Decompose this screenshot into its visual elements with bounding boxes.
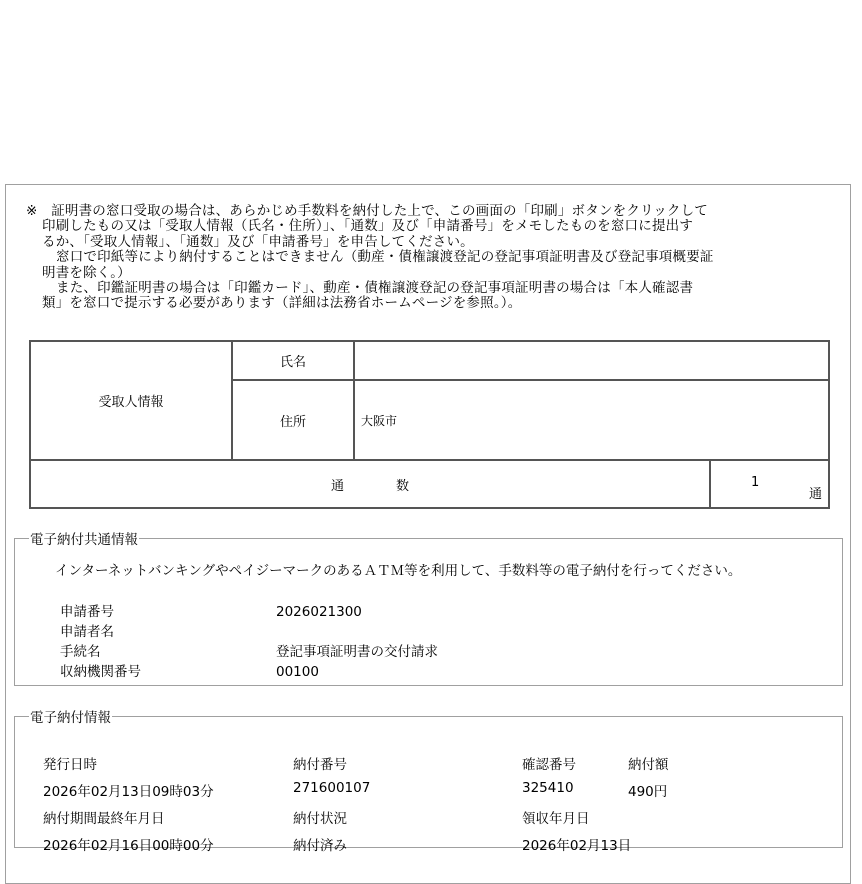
notice-line: また、印鑑証明書の場合は「印鑑カード」、動産・債権譲渡登記の登記事項証明書の場合は「本人確認書 xyxy=(56,280,694,297)
count-label xyxy=(31,461,710,507)
collection-agency-number-value: 00100 xyxy=(276,664,319,680)
issue-datetime-value: 2026年02月13日09時03分 xyxy=(43,784,214,800)
recipient-table xyxy=(29,340,830,509)
payment-info-legend: 電子納付情報 xyxy=(30,710,111,726)
confirmation-number-label: 確認番号 xyxy=(522,757,576,773)
name-value xyxy=(354,341,829,380)
application-number-value: 2026021300 xyxy=(276,604,362,620)
status-value: 納付済み xyxy=(293,838,347,854)
count-label-2: 数 xyxy=(396,478,410,494)
notice-line: 窓口で印紙等により納付することはできません（動産・債権譲渡登記の登記事項証明書及び登記事項概要証 xyxy=(56,249,714,266)
payment-number-label: 納付番号 xyxy=(293,757,347,773)
payment-info-fieldset xyxy=(14,706,843,854)
application-number-label: 申請番号 xyxy=(60,604,114,620)
confirmation-number-value: 325410 xyxy=(522,780,574,796)
issue-datetime-label: 発行日時 xyxy=(43,757,97,773)
common-info-fieldset xyxy=(14,528,843,686)
notice-line: 印刷したもの又は「受取人情報（氏名・住所）」、「通数」及び「申請番号」をメモしたものを窓口に提出す xyxy=(42,218,694,235)
count-unit: 通 xyxy=(808,487,822,502)
deadline-value: 2026年02月16日00時00分 xyxy=(43,838,214,854)
recipient-section-label: 受取人情報 xyxy=(30,341,232,460)
common-info-legend: 電子納付共通情報 xyxy=(30,532,138,548)
name-label: 氏名 xyxy=(232,341,354,380)
procedure-name-label: 手続名 xyxy=(60,644,101,660)
receipt-date-value: 2026年02月13日 xyxy=(522,838,632,854)
notice-text xyxy=(26,204,834,312)
count-cell xyxy=(710,461,828,507)
procedure-name-value: 登記事項証明書の交付請求 xyxy=(276,644,438,660)
collection-agency-number-label: 収納機関番号 xyxy=(60,664,141,680)
notice-line: 類」を窓口で提示する必要があります（詳細は法務省ホームページを参照。）。 xyxy=(42,295,522,312)
amount-value: 490円 xyxy=(628,784,668,800)
deadline-label: 納付期間最終年月日 xyxy=(43,811,165,827)
address-label: 住所 xyxy=(232,380,354,460)
amount-label: 納付額 xyxy=(628,757,669,773)
count-label-1: 通 xyxy=(330,478,344,494)
notice-line: 明書を除く。） xyxy=(42,264,131,281)
notice-line: るか、「受取人情報」、「通数」及び「申請番号」を申告してください。 xyxy=(42,233,474,250)
receipt-date-label: 領収年月日 xyxy=(522,811,590,827)
notice-line: ※ 証明書の窓口受取の場合は、あらかじめ手数料を納付した上で、この画面の「印刷」ボタンをクリックして xyxy=(26,203,708,219)
count-value: 1 xyxy=(751,475,760,490)
payment-number-value: 271600107 xyxy=(293,780,371,796)
address-value: 大阪市 xyxy=(354,380,829,460)
status-label: 納付状況 xyxy=(293,811,347,827)
applicant-name-label: 申請者名 xyxy=(60,624,114,640)
common-info-intro: インターネットバンキングやペイジーマークのあるＡＴＭ等を利用して、手数料等の電子納付を行ってください。 xyxy=(55,563,742,579)
